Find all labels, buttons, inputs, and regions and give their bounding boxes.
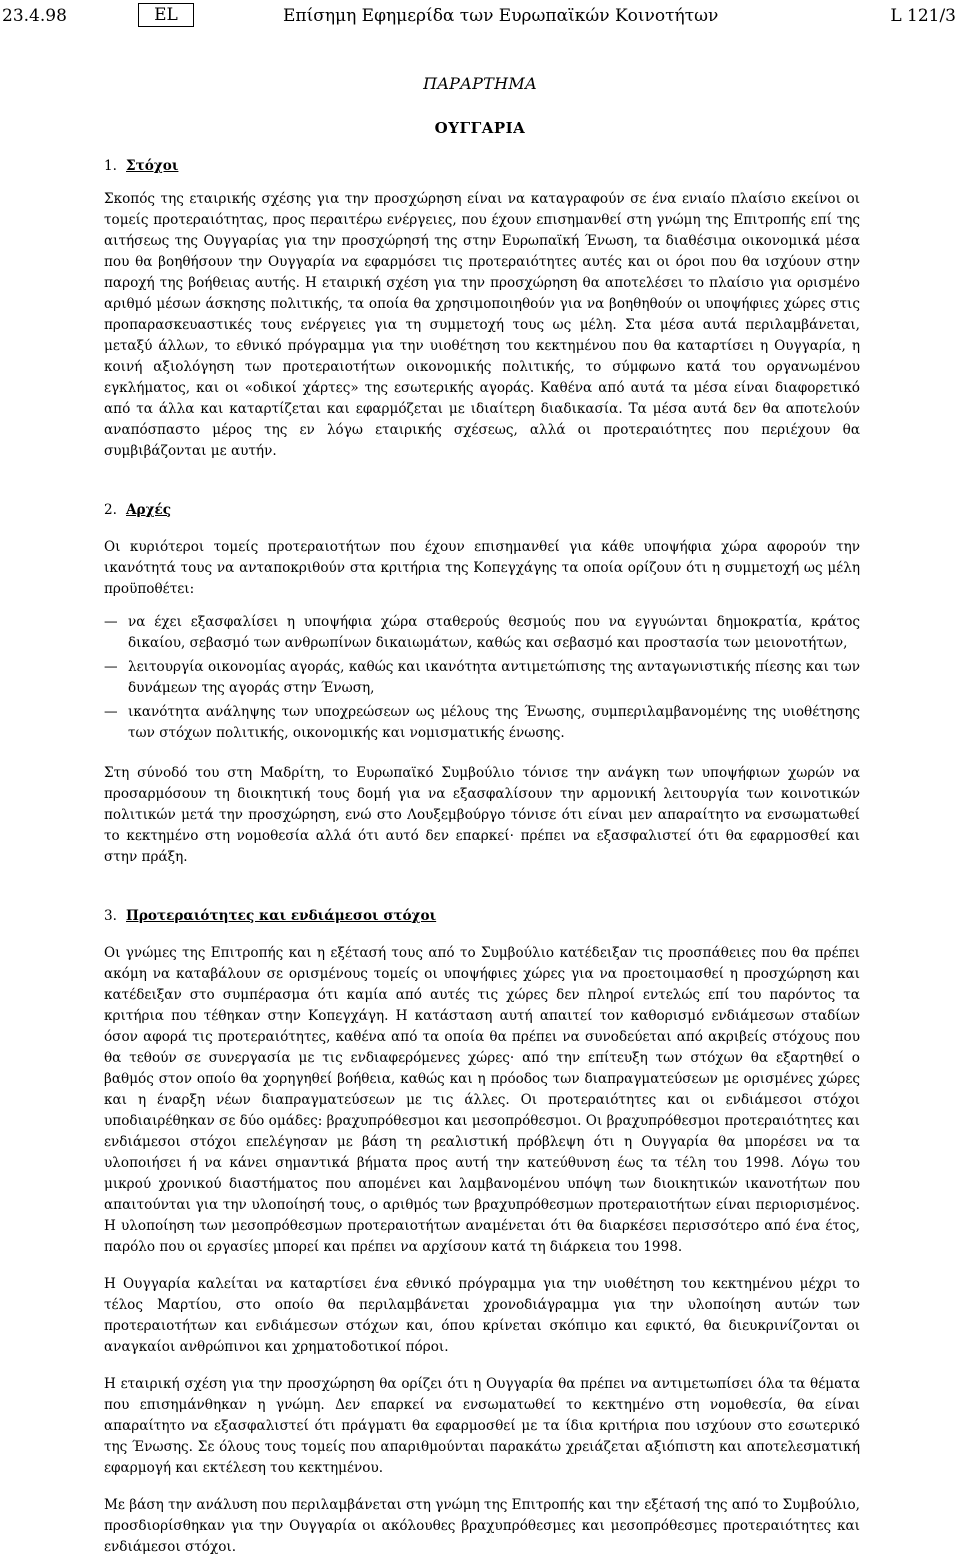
section-2-paragraph: Στη σύνοδό του στη Μαδρίτη, το Ευρωπαϊκό Συμβούλιο τόνισε την ανάγκη των υποψήφιων χωρών να προσαρμόσουν τη διοικητική τους δομή για να εξασφαλίσουν την αρμονική λειτουργία των κοινοτικών πολιτικών μετά την προσχώρηση, ενώ στο Λουξεμβούργο τόνισε ότι είναι μεν απαραίτητο να ενσωματωθεί το κεκτημένο στη νομοθεσία αλλά ότι αυτό δεν επαρκεί· πρέπει να εξασφαλιστεί ότι θα εφαρμοσθεί και στην πράξη.	[104, 765, 860, 865]
section-1-title: Στόχοι	[126, 158, 179, 174]
document-body	[104, 156, 860, 1558]
criteria-item: — λειτουργία οικονομίας αγοράς, καθώς και ικανότητα αντιμετώπισης της ανταγωνιστικής πίεσης και των δυνάμεων της αγοράς στην Ένωση,	[104, 657, 860, 699]
country-title: ΟΥΓΓΑΡΙΑ	[434, 119, 526, 137]
section-1-number: 1.	[104, 158, 117, 174]
page-header	[0, 3, 960, 27]
section-2-title: Αρχές	[126, 502, 172, 518]
section-3-title: Προτεραιότητες και ενδιάμεσοι στόχοι	[126, 908, 437, 924]
section-3-paragraph-3: Η εταιρική σχέση για την προσχώρηση θα ορίζει ότι η Ουγγαρία θα πρέπει να αντιμετωπίσει όλα τα θέματα που επισημάνθηκαν η γνώμη. Δεν επαρκεί να ενσωματωθεί το κεκτημένο στη νομοθεσία, θα είναι απαραίτητο να εξασφαλιστεί ότι πράγματι θα εφαρμοσθεί με τα ίδια κριτήρια που ισχύουν στο εσωτερικό της Ένωσης. Σε όλους τους τομείς που απαριθμούνται παρακάτω χρειάζεται αξιόπιστη και αποτελεσματική εφαρμογή και εκτέλεση του κεκτημένου.	[104, 1376, 860, 1476]
header-language-box: EL	[138, 3, 194, 27]
section-3-heading	[104, 906, 860, 927]
section-2-intro: Οι κυριότεροι τομείς προτεραιοτήτων που έχουν επισημανθεί για κάθε υποψήφια χώρα αφορούν την ικανότητά τους να ανταποκριθούν στα κριτήρια της Κοπεγχάγης τα οποία ορίζουν ότι η συμμετοχή ως μέλη προϋποθέτει:	[104, 539, 860, 597]
header-journal-title: Επίσημη Εφημερίδα των Ευρωπαϊκών Κοινοτήτων	[283, 6, 719, 26]
annex-title: ΠΑΡΑΡΤΗΜΑ	[423, 74, 537, 93]
criteria-item: — ικανότητα ανάληψης των υποχρεώσεων ως μέλους της Ένωσης, συμπεριλαμβανομένης της υιοθέτησης των στόχων πολιτικής, οικονομικής και νομισματικής ένωσης.	[104, 702, 860, 744]
header-date: 23.4.98	[2, 6, 67, 26]
section-3-paragraph-1: Οι γνώμες της Επιτροπής και η εξέτασή τους από το Συμβούλιο κατέδειξαν τις προσπάθειες που θα πρέπει ακόμη να καταβάλουν σε ορισμένους τομείς οι υποψήφιες χώρες για να προετοιμασθεί η προσχώρηση και κατέδειξαν στο συμπέρασμα ότι καμία από αυτές τις χώρες δεν πληροί εντελώς επί του παρόντος τα κριτήρια που τέθηκαν στην Κοπεγχάγη. Η κατάσταση αυτή απαιτεί τον καθορισμό ενδιάμεσων σταδίων όσον αφορά τις προτεραιότητες, καθένα από τα οποία θα πρέπει να συνοδεύεται από ακριβείς στόχους που θα τεθούν σε συνεργασία με τις ενδιαφερόμενες χώρες· από την επίτευξη των στόχων θα εξαρτηθεί ο βαθμός στον οποίο θα χορηγηθεί βοήθεια, καθώς και η πρόοδος των διαπραγματεύσεων με ορισμένες χώρες και η έναρξη νέων διαπραγματεύσεων με τις άλλες. Οι προτεραιότητες και οι ενδιάμεσοι στόχοι υποδιαιρέθηκαν σε δύο ομάδες: βραχυπρόθεσμοι και μεσοπρόθεσμοι. Οι βραχυπρόθεσμοι προτεραιότητες και ενδιάμεσοι στόχοι επελέγησαν με βάση τη ρεαλιστική πρόβλεψη ότι η Ουγγαρία θα μπορέσει να τα υλοποιήσει ή να κάνει σημαντικά βήματα προς αυτή την κατεύθυνση έως τα τέλη του 1998. Λόγω του μικρού χρονικού διαστήματος που απομένει και λαμβανομένου υπόψη των διοικητικών ικανοτήτων που απαιτούνται για την υλοποίησή τους, ο αριθμός των βραχυπρόθεσμων προτεραιοτήτων είναι περιορισμένος. Η υλοποίηση των μεσοπρόθεσμων προτεραιοτήτων αναμένεται ότι θα διαρκέσει περισσότερο από ένα έτος, παρόλο που οι εργασίες μπορεί και πρέπει να αρχίσουν κατά τη διάρκεια του 1998.	[104, 945, 860, 1255]
section-2-number: 2.	[104, 502, 117, 518]
section-2-heading	[104, 500, 860, 521]
criteria-list	[104, 612, 860, 744]
section-3-number: 3.	[104, 908, 117, 924]
header-page-reference: L 121/3	[890, 6, 956, 26]
section-3-paragraph-2: Η Ουγγαρία καλείται να καταρτίσει ένα εθνικό πρόγραμμα για την υιοθέτηση του κεκτημένου μέχρι το τέλος Μαρτίου, στο οποίο θα περιλαμβάνεται χρονοδιάγραμμα για την υλοποίηση αυτών των προτεραιοτήτων και ενδιάμεσων στόχων και, όπου κρίνεται σκόπιμο και εφικτό, θα διευκρινίζονται οι αναγκαίοι ανθρώπινοι και χρηματοδοτικοί πόροι.	[104, 1276, 860, 1355]
section-1-paragraph: Σκοπός της εταιρικής σχέσης για την προσχώρηση είναι να καταγραφούν σε ένα ενιαίο πλαίσιο εκείνοι οι τομείς προτεραιότητας, προς περαιτέρω ενέργειες, που έχουν επισημανθεί στη γνώμη της Επιτροπής επί της αιτήσεως της Ουγγαρίας για την προσχώρησή της στην Ευρωπαϊκή Ένωση, τα διαθέσιμα οικονομικά μέσα που θα βοηθήσουν την Ουγγαρία να εφαρμόσει τις προτεραιότητες αυτές και οι όροι που θα ισχύουν στην παροχή της βοήθειας αυτής. Η εταιρική σχέση για την προσχώρηση θα αποτελέσει το πλαίσιο για ορισμένο αριθμό μέσων άσκησης πολιτικής, τα οποία θα χρησιμοποιηθούν για να βοηθηθούν οι υποψήφιες χώρες στις προπαρασκευαστικές τους ενέργειες για τη συμμετοχή τους ως μέλη. Στα μέσα αυτά περιλαμβάνεται, μεταξύ άλλων, το εθνικό πρόγραμμα για την υιοθέτηση του κεκτημένου που θα καταρτίσει η Ουγγαρία, η κοινή αξιολόγηση των προτεραιοτήτων οικονομικής πολιτικής, το σύμφωνο κατά του οργανωμένου εγκλήματος, και οι «οδικοί χάρτες» της εσωτερικής αγοράς. Καθένα από αυτά τα μέσα είναι διαφορετικό από τα άλλα και καταρτίζεται και εφαρμόζεται με ιδιαίτερη διαδικασία. Τα μέσα αυτά δεν θα αποτελούν αναπόσπαστο μέρος της εν λόγω εταιρικής σχέσεως, αλλά οι προτεραιότητες που περιέχουν θα συμβιβάζονται με αυτήν.	[104, 191, 860, 459]
criteria-item: — να έχει εξασφαλίσει η υποψήφια χώρα σταθερούς θεσμούς που να εγγυώνται δημοκρατία, κράτος δικαίου, σεβασμό των ανθρωπίνων δικαιωμάτων, καθώς και σεβασμό και προστασία των μειονοτήτων,	[104, 612, 860, 654]
section-1-heading	[104, 156, 860, 177]
section-3-paragraph-4: Με βάση την ανάλυση που περιλαμβάνεται στη γνώμη της Επιτροπής και την εξέτασή της από το Συμβούλιο, προσδιορίσθηκαν για την Ουγγαρία οι ακόλουθες βραχυπρόθεσμες και μεσοπρόθεσμες προτεραιότητες και ενδιάμεσοι στόχοι.	[104, 1497, 860, 1555]
